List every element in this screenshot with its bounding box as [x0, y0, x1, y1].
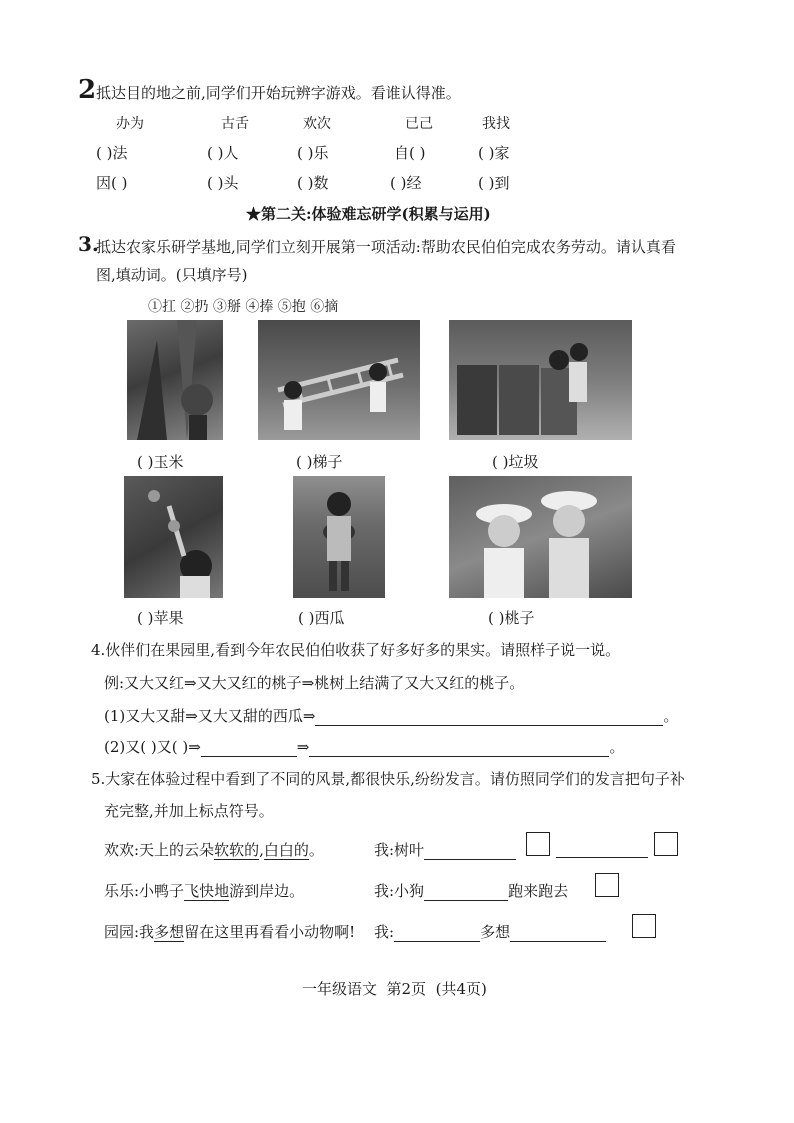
- punct: 。: [308, 841, 324, 859]
- underlined-word: 软软的: [214, 841, 260, 859]
- my-sentence-tail: 多想: [480, 923, 511, 941]
- answer-1b: [556, 839, 648, 858]
- arrow: ⇒: [296, 738, 310, 756]
- q4-item-1-text: (1)又大又甜⇒又大又甜的西瓜⇒: [104, 707, 316, 725]
- answer-3: [374, 921, 606, 942]
- verb-options: ①扛 ②扔 ③掰 ④捧 ⑤抱 ⑥摘: [148, 299, 339, 315]
- question-number: 3.: [78, 232, 99, 256]
- fill-blank[interactable]: ( )经: [390, 174, 422, 192]
- speaker-text: 乐乐:小鸭子: [104, 882, 185, 900]
- example-huanhuan: [104, 839, 324, 860]
- question-number: 2: [78, 75, 97, 105]
- question-title: 5.大家在体验过程中看到了不同的风景,都很快乐,纷纷发言。请仿照同学们的发言把句子补: [91, 770, 685, 788]
- answer-line[interactable]: [309, 740, 609, 757]
- answer-line[interactable]: [315, 709, 663, 726]
- photo-watermelon: [293, 476, 385, 598]
- speaker-text: 园园:我: [104, 923, 155, 941]
- punct-box[interactable]: [654, 832, 678, 856]
- photo-ladder: [258, 320, 420, 440]
- punct-box[interactable]: [595, 873, 619, 897]
- question-title: 抵达目的地之前,同学们开始玩辨字游戏。看谁认得准。: [96, 84, 461, 102]
- underlined-word: 白白的: [263, 841, 309, 859]
- sentence-end: 留在这里再看看小动物啊!: [184, 923, 356, 941]
- caption-trash[interactable]: ( )垃圾: [492, 453, 539, 471]
- page-footer: 一年级语文 第2页 (共4页): [302, 980, 487, 998]
- photo-peach: [449, 476, 632, 598]
- caption-ladder[interactable]: ( )梯子: [296, 453, 343, 471]
- answer-2: [374, 880, 568, 901]
- q4-item-1: [104, 705, 678, 726]
- fill-blank[interactable]: ( )数: [297, 174, 329, 192]
- caption-peach[interactable]: ( )桃子: [488, 609, 535, 627]
- underlined-word: 飞快地: [184, 882, 230, 900]
- answer-line[interactable]: [424, 843, 516, 860]
- speaker-text: 欢欢:天上的云朵: [104, 841, 215, 859]
- fill-blank[interactable]: ( )人: [207, 144, 239, 162]
- question-title-cont: 图,填动词。(只填序号): [96, 266, 248, 284]
- example-lele: [104, 880, 304, 901]
- char-pair: 我找: [482, 116, 510, 132]
- answer-line[interactable]: [510, 925, 606, 942]
- question-title: 4.伙伴们在果园里,看到今年农民伯伯收获了好多好多的果实。请照样子说一说。: [91, 641, 621, 659]
- caption-watermelon[interactable]: ( )西瓜: [298, 609, 345, 627]
- my-sentence-start: 我:树叶: [374, 841, 425, 859]
- fill-blank[interactable]: ( )头: [207, 174, 239, 192]
- fill-blank[interactable]: ( )乐: [297, 144, 329, 162]
- period: 。: [663, 707, 679, 725]
- sentence-end: 游到岸边。: [229, 882, 305, 900]
- punct-box[interactable]: [632, 914, 656, 938]
- my-sentence-start: 我:: [374, 923, 395, 941]
- answer-line[interactable]: [424, 884, 508, 901]
- punct-box[interactable]: [526, 832, 550, 856]
- photo-corn: [127, 320, 223, 440]
- answer-line[interactable]: [556, 841, 648, 858]
- q4-item-2-text[interactable]: (2)又( )又( )⇒: [104, 738, 201, 756]
- caption-corn[interactable]: ( )玉米: [137, 453, 184, 471]
- answer-line[interactable]: [201, 740, 297, 757]
- char-pair: 办为: [116, 116, 144, 132]
- caption-apple[interactable]: ( )苹果: [137, 609, 184, 627]
- fill-blank[interactable]: ( )法: [96, 144, 128, 162]
- photo-apple: [124, 476, 223, 598]
- answer-1: [374, 839, 516, 860]
- underlined-word: 多想: [154, 923, 185, 941]
- photo-trash: [449, 320, 632, 440]
- fill-blank[interactable]: 自( ): [394, 144, 426, 162]
- example-line: 例:又大又红⇒又大又红的桃子⇒桃树上结满了又大又红的桃子。: [104, 674, 525, 692]
- question-title-cont: 充完整,并加上标点符号。: [104, 802, 274, 820]
- question-title: 抵达农家乐研学基地,同学们立刻开展第一项活动:帮助农民伯伯完成农务劳动。请认真看: [96, 238, 676, 256]
- q4-item-2: [104, 736, 624, 757]
- fill-blank[interactable]: ( )到: [478, 174, 510, 192]
- char-pair: 古舌: [221, 116, 249, 132]
- char-pair: 已己: [405, 116, 433, 132]
- period: 。: [609, 738, 625, 756]
- my-sentence-start: 我:小狗: [374, 882, 425, 900]
- punct: ,: [259, 841, 264, 859]
- answer-line[interactable]: [394, 925, 480, 942]
- fill-blank[interactable]: ( )家: [478, 144, 510, 162]
- section-title: ★第二关:体验难忘研学(积累与运用): [246, 205, 491, 223]
- my-sentence-tail: 跑来跑去: [508, 882, 569, 900]
- fill-blank[interactable]: 因( ): [96, 174, 128, 192]
- char-pair: 欢次: [303, 116, 331, 132]
- example-yuanyuan: [104, 921, 355, 942]
